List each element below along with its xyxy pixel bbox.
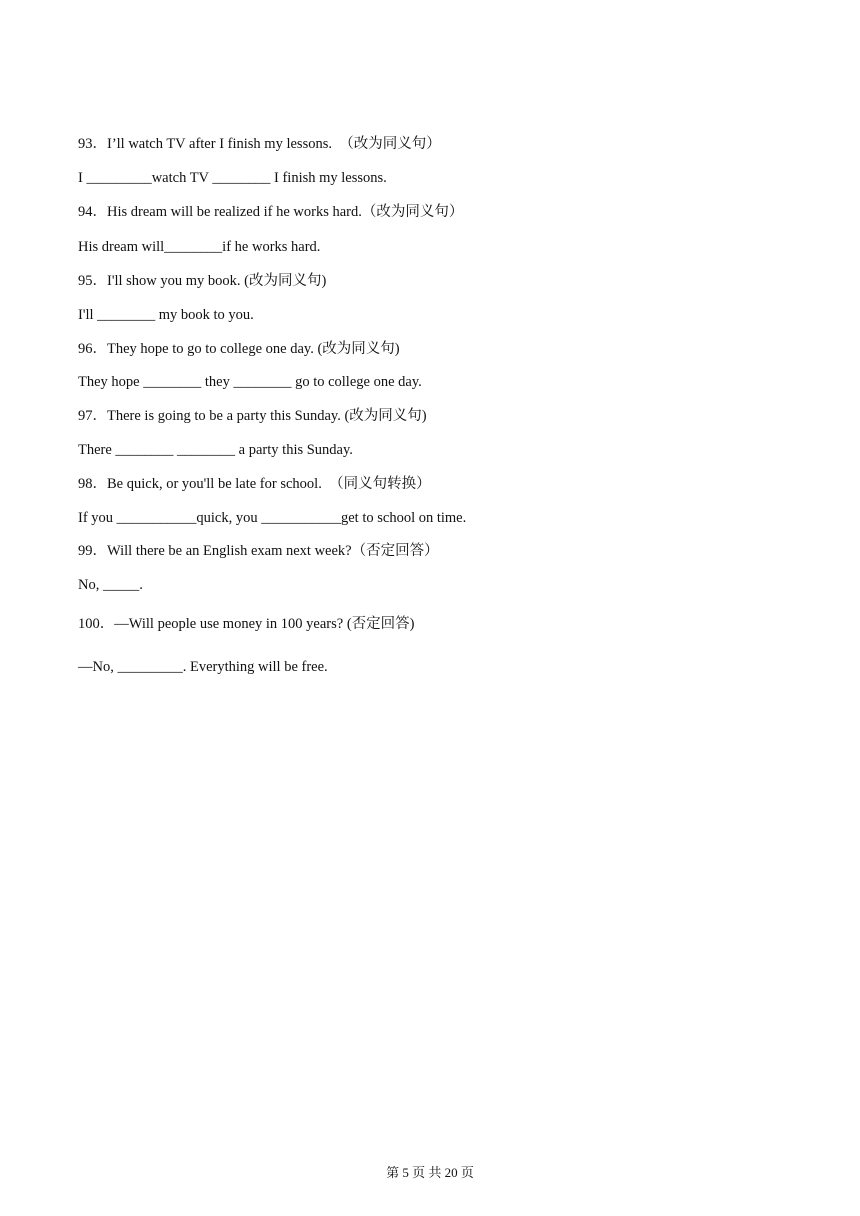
- question-96-prompt: 96．They hope to go to college one day. (改为同义句): [78, 341, 400, 357]
- question-95-prompt: 95．I'll show you my book. (改为同义句): [78, 273, 327, 289]
- question-95-answer: I'll ________ my book to you.: [78, 307, 254, 323]
- question-93-answer: I _________watch TV ________ I finish my lessons.: [78, 170, 387, 186]
- page-footer: 第 5 页 共 20 页: [386, 1165, 474, 1180]
- question-98-prompt: 98．Be quick, or you'll be late for school. （同义句转换）: [78, 476, 431, 492]
- question-96-answer: They hope ________ they ________ go to college one day.: [78, 374, 422, 390]
- question-98-answer: If you ___________quick, you ___________get to school on time.: [78, 510, 467, 526]
- question-99-prompt: 99．Will there be an English exam next week?（否定回答）: [78, 543, 439, 559]
- question-100-prompt: 100．—Will people use money in 100 years? (否定回答): [78, 616, 415, 632]
- question-99-answer: No, _____.: [78, 577, 143, 593]
- question-97-prompt: 97．There is going to be a party this Sunday. (改为同义句): [78, 408, 427, 424]
- question-97-answer: There ________ ________ a party this Sunday.: [78, 442, 353, 458]
- question-94-prompt: 94．His dream will be realized if he works hard.（改为同义句）: [78, 204, 464, 220]
- question-93-prompt: 93．I’ll watch TV after I finish my lessons. （改为同义句）: [78, 136, 441, 152]
- question-94-answer: His dream will________if he works hard.: [78, 239, 321, 255]
- question-100-answer: —No, _________. Everything will be free.: [78, 659, 328, 675]
